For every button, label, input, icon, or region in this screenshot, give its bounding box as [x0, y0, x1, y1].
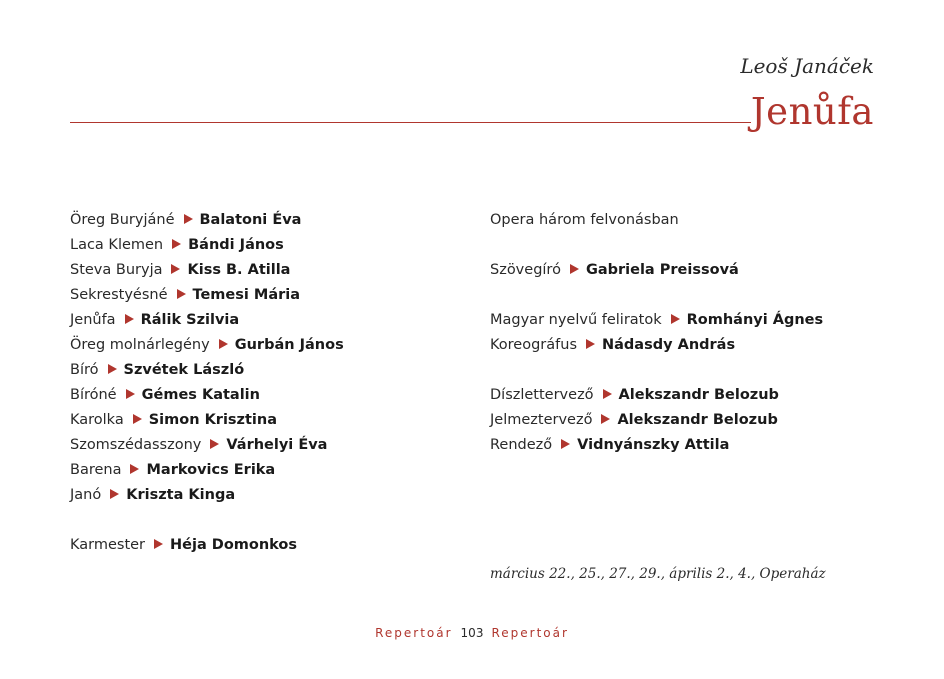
cast-row — [70, 458, 344, 483]
arrow-icon — [601, 414, 610, 424]
performer-name: Gémes Katalin — [141, 387, 260, 403]
spacer — [490, 358, 823, 383]
role-label: Díszlettervező — [490, 387, 594, 403]
spacer — [490, 233, 823, 258]
performer-name: Héja Domonkos — [170, 537, 298, 553]
performer-name: Szvétek László — [123, 362, 245, 378]
arrow-icon — [108, 364, 117, 374]
composer-name: Leoš Janáček — [740, 54, 874, 78]
credit-name: Alekszandr Belozub — [617, 412, 778, 428]
arrow-icon — [172, 239, 181, 249]
role-label: Sekrestyésné — [70, 287, 168, 303]
role-label: Jenůfa — [70, 312, 116, 328]
cast-row — [70, 433, 344, 458]
arrow-icon — [603, 389, 612, 399]
arrow-icon — [671, 314, 680, 324]
role-label: Jelmeztervező — [490, 412, 593, 428]
conductor-row — [70, 533, 344, 558]
role-label: Szövegíró — [490, 262, 561, 278]
arrow-icon — [570, 264, 579, 274]
arrow-icon — [133, 414, 142, 424]
performer-name: Rálik Szilvia — [140, 312, 240, 328]
production-info — [490, 208, 823, 458]
credit-row — [490, 333, 823, 358]
arrow-icon — [171, 264, 180, 274]
performance-dates: március 22., 25., 27., 29., április 2., 4., Operaház — [490, 566, 826, 582]
arrow-icon — [125, 314, 134, 324]
page-title: Jenůfa — [750, 90, 874, 133]
performer-name: Bándi János — [188, 237, 284, 253]
role-label: Karolka — [70, 412, 124, 428]
role-label: Öreg Buryjáné — [70, 212, 175, 228]
arrow-icon — [130, 464, 139, 474]
arrow-icon — [154, 539, 163, 549]
page-footer — [0, 626, 944, 640]
credit-name: Romhányi Ágnes — [686, 312, 824, 328]
cast-row — [70, 408, 344, 433]
credit-name: Vidnyánszky Attila — [577, 437, 730, 453]
performer-name: Balatoni Éva — [199, 212, 302, 228]
performer-name: Gurbán János — [234, 337, 344, 353]
credit-name: Nádasdy András — [602, 337, 736, 353]
cast-row — [70, 358, 344, 383]
credit-row — [490, 308, 823, 333]
cast-row — [70, 283, 344, 308]
credit-row — [490, 383, 823, 408]
cast-row — [70, 333, 344, 358]
role-label: Bíróné — [70, 387, 117, 403]
spacer — [490, 283, 823, 308]
credit-name: Alekszandr Belozub — [618, 387, 779, 403]
role-label: Karmester — [70, 537, 146, 553]
performer-name: Simon Krisztina — [148, 412, 278, 428]
performer-name: Várhelyi Éva — [226, 437, 328, 453]
genre-line — [490, 208, 823, 233]
arrow-icon — [561, 439, 570, 449]
arrow-icon — [219, 339, 228, 349]
cast-row — [70, 233, 344, 258]
performer-name: Kriszta Kinga — [126, 487, 236, 503]
arrow-icon — [126, 389, 135, 399]
performer-name: Kiss B. Atilla — [187, 262, 291, 278]
role-label: Janó — [70, 487, 102, 503]
credit-row — [490, 408, 823, 433]
arrow-icon — [586, 339, 595, 349]
page-number: 103 — [460, 626, 484, 640]
cast-row — [70, 208, 344, 233]
credit-row — [490, 258, 823, 283]
arrow-icon — [210, 439, 219, 449]
spacer — [70, 508, 344, 533]
cast-row — [70, 383, 344, 408]
footer-section-right: Repertoár — [491, 626, 569, 640]
role-label: Koreográfus — [490, 337, 577, 353]
cast-row — [70, 483, 344, 508]
footer-section-left: Repertoár — [375, 626, 453, 640]
role-label: Bíró — [70, 362, 99, 378]
role-label: Steva Buryja — [70, 262, 163, 278]
cast-row — [70, 308, 344, 333]
role-label: Magyar nyelvű feliratok — [490, 312, 662, 328]
credit-row — [490, 433, 823, 458]
role-label: Szomszédasszony — [70, 437, 202, 453]
role-label: Barena — [70, 462, 122, 478]
role-label: Rendező — [490, 437, 553, 453]
arrow-icon — [110, 489, 119, 499]
title-rule — [70, 122, 751, 123]
cast-row — [70, 258, 344, 283]
arrow-icon — [177, 289, 186, 299]
arrow-icon — [184, 214, 193, 224]
performer-name: Temesi Mária — [192, 287, 301, 303]
cast-list — [70, 208, 344, 558]
genre-text: Opera három felvonásban — [490, 212, 679, 228]
role-label: Laca Klemen — [70, 237, 164, 253]
role-label: Öreg molnárlegény — [70, 337, 210, 353]
performer-name: Markovics Erika — [146, 462, 276, 478]
credit-name: Gabriela Preissová — [585, 262, 739, 278]
